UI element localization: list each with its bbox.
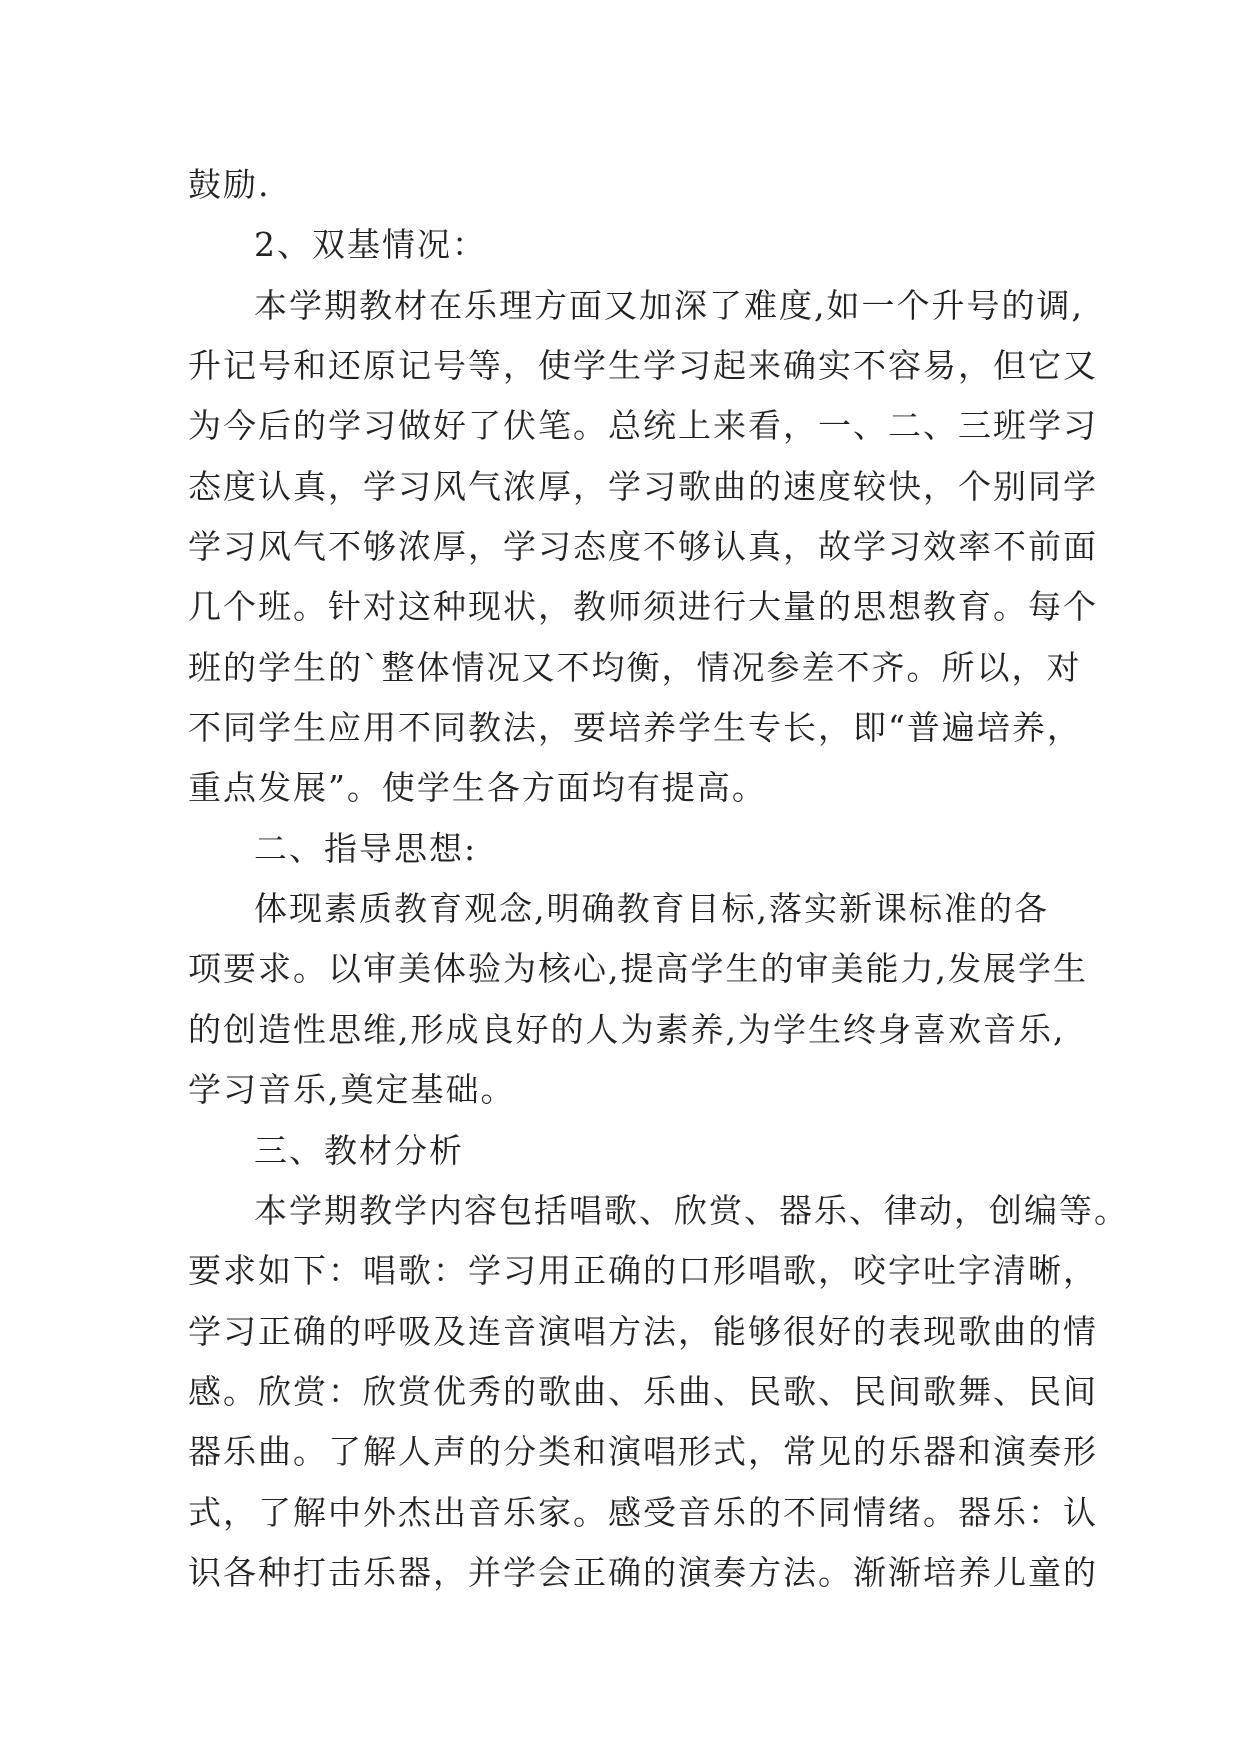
section-heading: 二、指导思想:	[254, 828, 478, 868]
text-line: 式，了解中外杰出音乐家。感受音乐的不同情绪。器乐：认	[188, 1492, 1098, 1532]
text-line: 要求如下：唱歌：学习用正确的口形唱歌，咬字吐字清晰，	[188, 1251, 1098, 1291]
text-line: 识各种打击乐器，并学会正确的演奏方法。渐渐培养儿童的	[188, 1552, 1098, 1592]
text-line: 班的学生的`整体情况又不均衡，情况参差不齐。所以，对	[188, 647, 1082, 687]
section-heading: 三、教材分析	[254, 1130, 464, 1170]
text-line: 感。欣赏：欣赏优秀的歌曲、乐曲、民歌、民间歌舞、民间	[188, 1371, 1098, 1411]
text-line: 鼓励.	[188, 165, 271, 204]
text-line: 器乐曲。了解人声的分类和演唱形式，常见的乐器和演奏形	[188, 1432, 1098, 1472]
text-line: 几个班。针对这种现状，教师须进行大量的思想教育。每个	[188, 587, 1098, 627]
text-line: 为今后的学习做好了伏笔。总统上来看，一、二、三班学习	[188, 406, 1098, 446]
text-line: 本学期教材在乐理方面又加深了难度,如一个升号的调,	[254, 285, 1084, 325]
text-line: 升记号和还原记号等，使学生学习起来确实不容易，但它又	[188, 346, 1098, 386]
subsection-heading: 2、双基情况：	[254, 225, 487, 265]
text-line: 体现素质教育观念,明确教育目标,落实新课标准的各	[254, 889, 1049, 929]
text-line: 学习正确的呼吸及连音演唱方法，能够很好的表现歌曲的情	[188, 1311, 1098, 1351]
text-line: 项要求。以审美体验为核心,提高学生的审美能力,发展学生	[188, 949, 1088, 989]
text-line: 态度认真，学习风气浓厚，学习歌曲的速度较快，个别同学	[188, 466, 1098, 506]
text-line: 不同学生应用不同教法，要培养学生专长，即“普遍培养，	[188, 708, 1082, 748]
text-line: 学习风气不够浓厚，学习态度不够认真，故学习效率不前面	[188, 527, 1098, 567]
text-line: 重点发展”。使学生各方面均有提高。	[188, 768, 767, 808]
text-line: 的创造性思维,形成良好的人为素养,为学生终身喜欢音乐,	[188, 1009, 1066, 1049]
body-text	[188, 155, 1129, 1603]
text-line: 学习音乐,奠定基础。	[188, 1070, 516, 1110]
text-line: 本学期教学内容包括唱歌、欣赏、器乐、律动，创编等。	[254, 1190, 1129, 1230]
